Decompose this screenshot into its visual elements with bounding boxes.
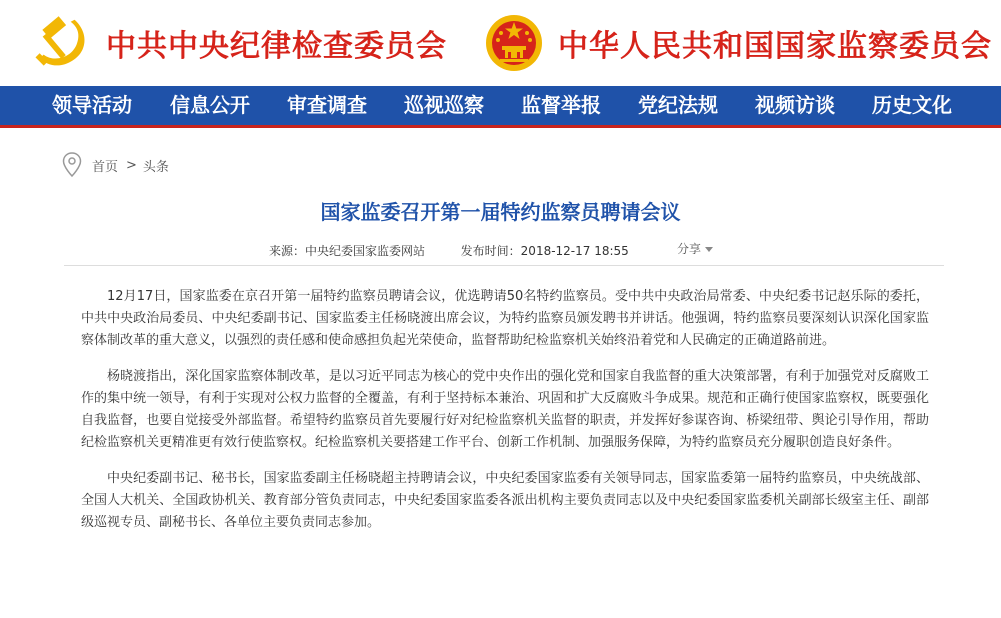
article-body (81, 286, 929, 548)
nav-item-disclosure[interactable]: 信息公开 (170, 93, 250, 117)
breadcrumb-separator: > (126, 157, 137, 173)
nav-item-regulations[interactable]: 党纪法规 (638, 93, 718, 117)
party-emblem-icon (32, 14, 90, 72)
breadcrumb-home[interactable]: 首页 (92, 159, 119, 175)
article-paragraph: 中央纪委副书记、秘书长，国家监委副主任杨晓超主持聘请会议，中央纪委国家监委有关领导同志，国家监委第一届特约监察员，中央统战部、全国人大机关、全国政协机关、教育部分管负责同志，中央纪委国家监委各派出机构主要负责同志以及中央纪委国家监委机关副部长级室主任、副部级巡视专员、副秘书长、各单位主要负责同志参加。 (81, 471, 929, 530)
article-publish-time: 发布时间：2018-12-17 18:55 (460, 244, 629, 258)
breadcrumb (62, 150, 169, 180)
article-source: 来源：中央纪委国家监委网站 (269, 244, 426, 258)
article-paragraph: 12月17日，国家监委在京召开第一届特约监察员聘请会议，优选聘请50名特约监察员。受中共中央政治局常委、中央纪委书记赵乐际的委托，中共中央政治局委员、中央纪委副书记、国家监委主任杨晓渡出席会议，为特约监察员颁发聘书并讲话。他强调，特约监察员要深刻认识深化国家监察体制改革的重大意义，以强烈的责任感和使命感担负起光荣使命，监督帮助纪检监察机关始终沿着党和人民确定的正确道路前进。 (81, 289, 929, 348)
article-meta (269, 242, 629, 259)
main-nav (0, 86, 1001, 128)
nav-item-inspection[interactable]: 巡视巡察 (404, 93, 484, 117)
nav-item-history[interactable]: 历史文化 (872, 93, 952, 117)
site-header (0, 0, 1001, 86)
ccdi-brand[interactable] (32, 0, 447, 86)
meta-divider (64, 265, 944, 266)
nsc-title: 中华人民共和国国家监察委员会 (558, 29, 992, 64)
nav-item-video[interactable]: 视频访谈 (755, 93, 835, 117)
state-emblem-icon (484, 13, 544, 73)
share-label: 分享 (677, 242, 702, 256)
caret-down-icon (705, 247, 713, 252)
nav-item-report[interactable]: 监督举报 (521, 93, 601, 117)
nsc-brand[interactable] (484, 0, 992, 86)
article-paragraph: 杨晓渡指出，深化国家监察体制改革，是以习近平同志为核心的党中央作出的强化党和国家自我监督的重大决策部署，有利于加强党对反腐败工作的集中统一领导，有利于实现对公权力监督的全覆盖，有利于坚持标本兼治、巩固和扩大反腐败斗争成果。规范和正确行使国家监察权，既要强化自我监督，也要自觉接受外部监督。希望特约监察员首先要履行好对纪检监察机关监督的职责，并发挥好参谋咨询、桥梁纽带、舆论引导作用，帮助纪检监察机关更精准更有效行使监察权。纪检监察机关要搭建工作平台、创新工作机制、加强服务保障，为特约监察员充分履职创造良好条件。 (81, 369, 929, 450)
article-title: 国家监委召开第一届特约监察员聘请会议 (320, 200, 681, 224)
breadcrumb-current[interactable]: 头条 (142, 159, 169, 175)
location-pin-icon (62, 152, 82, 178)
nav-item-leadership[interactable]: 领导活动 (52, 93, 132, 117)
share-button[interactable] (677, 240, 713, 257)
ccdi-title: 中共中央纪律检查委员会 (106, 29, 447, 64)
nav-item-investigation[interactable]: 审查调查 (287, 93, 367, 117)
